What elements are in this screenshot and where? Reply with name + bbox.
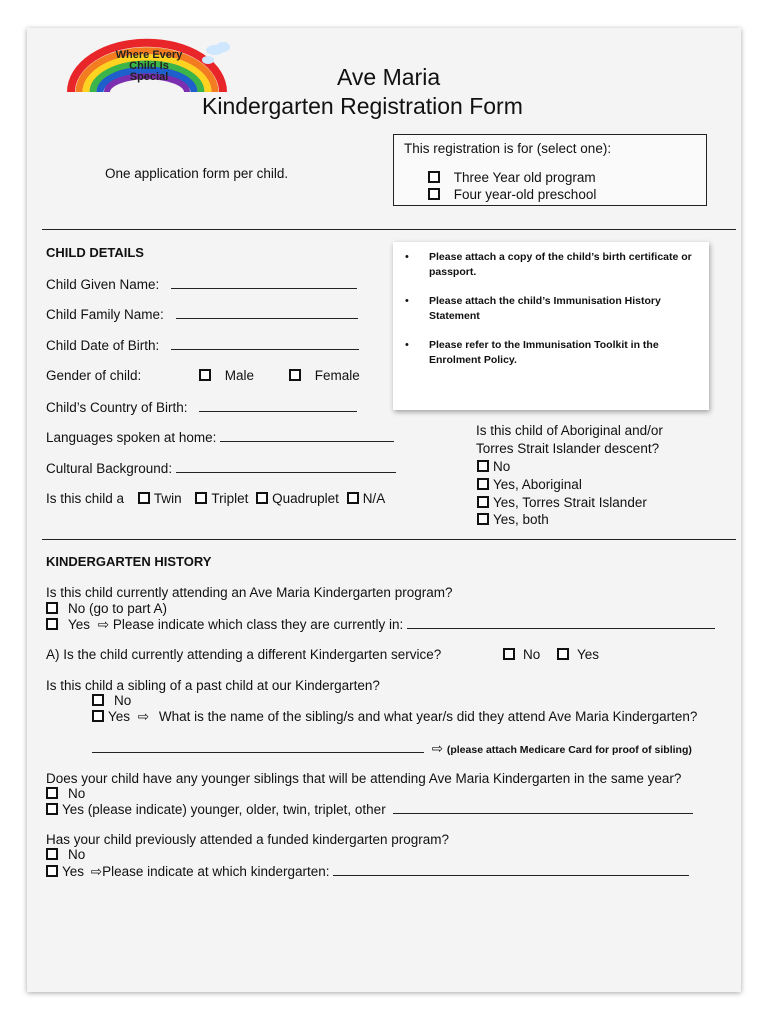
indigenous-question-line1: Is this child of Aboriginal and/or [476, 423, 663, 438]
arrow-right-icon: ⇨ [97, 617, 110, 632]
dob-row [46, 337, 359, 354]
languages-label: Languages spoken at home: [46, 430, 217, 445]
history-heading: KINDERGARTEN HISTORY [46, 554, 212, 569]
multiple-quadruplet-option[interactable]: Quadruplet [256, 491, 339, 506]
checkbox-icon[interactable] [289, 369, 301, 381]
dob-label: Child Date of Birth: [46, 338, 160, 353]
qA-question: A) Is the child currently attending a different Kindergarten service? [46, 647, 442, 662]
logo-text-line2: Child Is [129, 60, 169, 72]
multiple-triplet-option[interactable]: Triplet [195, 491, 248, 506]
culture-label: Cultural Background: [46, 461, 173, 476]
logo-text-line3: Special [129, 71, 169, 83]
rainbow-logo [63, 36, 238, 94]
indigenous-tsi-option[interactable]: Yes, Torres Strait Islander [477, 495, 647, 511]
attachment-notes-box [393, 242, 709, 410]
multiple-birth-row [46, 491, 385, 507]
section-divider [42, 539, 736, 540]
checkbox-icon[interactable] [92, 694, 104, 706]
checkbox-icon[interactable] [477, 460, 489, 472]
checkbox-icon[interactable] [92, 710, 104, 722]
q3-yes-option[interactable]: Yes (please indicate) younger, older, twin, triplet, other [46, 801, 693, 818]
checkbox-icon[interactable] [503, 648, 515, 660]
checkbox-icon[interactable] [46, 787, 58, 799]
page-title: Ave Maria [337, 64, 441, 90]
multiple-na-option[interactable]: N/A [347, 491, 386, 506]
checkbox-icon[interactable] [46, 618, 58, 630]
checkbox-icon[interactable] [428, 171, 440, 183]
indigenous-question-line2: Torres Strait Islander descent? [476, 441, 660, 456]
arrow-right-icon: ⇨ [137, 709, 150, 724]
checkbox-icon[interactable] [477, 478, 489, 490]
family-name-row [46, 306, 358, 323]
indigenous-both-option[interactable]: Yes, both [477, 512, 549, 528]
one-form-note: One application form per child. [105, 166, 289, 181]
q4-question: Has your child previously attended a funded kindergarten program? [46, 832, 449, 847]
attach-note-birth-cert: Please attach a copy of the child’s birth certificate or passport. [429, 251, 692, 278]
arrow-right-icon: ⇨ [431, 741, 444, 756]
form-page [27, 28, 741, 992]
gender-male-option[interactable]: Male [199, 368, 254, 384]
attach-note-immunisation: Please attach the child’s Immunisation History Statement [429, 295, 661, 322]
qA-no-option[interactable]: No [503, 647, 540, 663]
q2-no-option[interactable]: No [92, 693, 131, 709]
q4-kindergarten-field[interactable] [333, 863, 689, 876]
section-divider [42, 229, 736, 230]
country-label: Child’s Country of Birth: [46, 400, 188, 415]
gender-female-option[interactable]: Female [289, 368, 360, 384]
family-name-label: Child Family Name: [46, 307, 164, 322]
given-name-label: Child Given Name: [46, 277, 160, 292]
checkbox-icon[interactable] [477, 513, 489, 525]
page-subtitle: Kindergarten Registration Form [202, 93, 523, 119]
checkbox-icon[interactable] [347, 492, 359, 504]
program-select-prompt: This registration is for (select one): [404, 141, 612, 156]
checkbox-icon[interactable] [46, 848, 58, 860]
bullet-icon: • [405, 295, 409, 307]
indigenous-aboriginal-option[interactable]: Yes, Aboriginal [477, 477, 582, 493]
program-select-box [393, 134, 707, 206]
checkbox-icon[interactable] [46, 602, 58, 614]
dob-field[interactable] [171, 337, 359, 350]
program-option-four-year[interactable]: Four year-old preschool [428, 187, 596, 203]
checkbox-icon[interactable] [256, 492, 268, 504]
q2-medicare-note: (please attach Medicare Card for proof of sibling) [446, 744, 692, 756]
q1-yes-option[interactable]: Yes ⇨ Please indicate which class they are currently in: [46, 616, 715, 633]
q2-question: Is this child a sibling of a past child at our Kindergarten? [46, 678, 380, 693]
q1-no-option[interactable]: No (go to part A) [46, 601, 167, 617]
indigenous-no-option[interactable]: No [477, 459, 510, 475]
checkbox-icon[interactable] [46, 865, 58, 877]
country-field[interactable] [199, 399, 357, 412]
languages-row [46, 429, 394, 446]
q2-sibling-field[interactable] [92, 740, 424, 753]
attach-note-toolkit: Please refer to the Immunisation Toolkit in the Enrolment Policy. [429, 339, 659, 366]
given-name-field[interactable] [171, 276, 357, 289]
family-name-field[interactable] [176, 306, 358, 319]
qA-yes-option[interactable]: Yes [557, 647, 599, 663]
q2-sibling-row [92, 740, 692, 758]
bullet-icon: • [405, 251, 409, 263]
checkbox-icon[interactable] [138, 492, 150, 504]
q3-question: Does your child have any younger siblings that will be attending Ave Maria Kindergarten in the same year? [46, 771, 682, 786]
multiple-birth-label: Is this child a [46, 491, 125, 506]
multiple-twin-option[interactable]: Twin [138, 491, 182, 506]
q3-no-option[interactable]: No [46, 786, 85, 802]
checkbox-icon[interactable] [195, 492, 207, 504]
checkbox-icon[interactable] [46, 803, 58, 815]
q1-class-field[interactable] [407, 616, 715, 629]
checkbox-icon[interactable] [477, 496, 489, 508]
arrow-right-icon: ⇨ [90, 864, 103, 879]
q4-yes-option[interactable]: Yes ⇨Please indicate at which kindergarten: [46, 863, 689, 880]
q1-question: Is this child currently attending an Ave Maria Kindergarten program? [46, 585, 453, 600]
checkbox-icon[interactable] [199, 369, 211, 381]
child-details-heading: CHILD DETAILS [46, 245, 144, 260]
checkbox-icon[interactable] [428, 188, 440, 200]
q2-yes-option[interactable]: Yes ⇨ What is the name of the sibling/s and what year/s did they attend Ave Maria Kindergarten? [92, 709, 697, 725]
checkbox-icon[interactable] [557, 648, 569, 660]
q3-siblings-field[interactable] [393, 801, 693, 814]
culture-row [46, 460, 396, 477]
culture-field[interactable] [176, 460, 396, 473]
languages-field[interactable] [220, 429, 394, 442]
given-name-row [46, 276, 357, 293]
bullet-icon: • [405, 339, 409, 351]
q4-no-option[interactable]: No [46, 847, 85, 863]
program-option-three-year[interactable]: Three Year old program [428, 170, 596, 186]
logo-text-line1: Where Every [115, 49, 183, 61]
gender-label: Gender of child: [46, 368, 142, 383]
country-row [46, 399, 357, 416]
